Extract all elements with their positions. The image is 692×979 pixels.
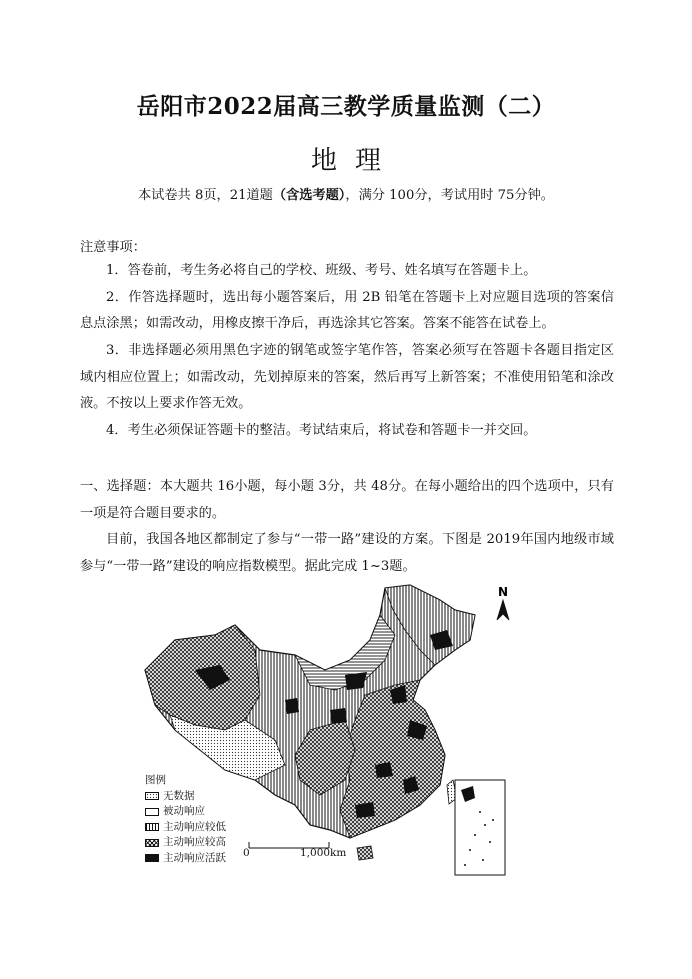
subject-title: 地理 — [310, 146, 399, 176]
legend-swatch-vlines — [145, 823, 159, 831]
notes-heading: 注意事项： — [80, 240, 146, 255]
legend-item — [145, 835, 226, 851]
legend-title: 图例 — [145, 774, 166, 786]
legend-item — [145, 804, 226, 820]
legend-label: 无数据 — [163, 789, 195, 802]
legend-item — [145, 820, 226, 836]
note-item-1: 1．答卷前，考生务必将自己的学校、班级、考号、姓名填写在答题卡上。 — [106, 263, 537, 278]
exam-info-bold: （含选考题） — [272, 188, 346, 203]
legend-swatch-black — [145, 854, 159, 862]
legend-label: 主动响应活跃 — [163, 851, 226, 864]
section-heading: 一、选择题：本大题共 16小题，每小题 3分，共 48分。在每小题给出的四个选项中，只有一项是符合题目要求的。 — [80, 479, 614, 521]
legend-label: 主动响应较高 — [163, 836, 226, 848]
note-item-2: 2．作答选择题时，选出每小题答案后，用 2B 铅笔在答题卡上对应题目选项的答案信息点涂黑；如需改动，用橡皮擦干净后，再选涂其它答案。答案不能答在试卷上。 — [80, 289, 614, 331]
map-legend — [145, 773, 226, 866]
north-label: N — [497, 585, 509, 599]
exam-title: 岳阳市2022届高三教学质量监测（二） — [136, 93, 556, 120]
scale-zero: 0 — [243, 847, 250, 859]
exam-info-prefix: 本试卷共 8页，21道题 — [138, 188, 273, 203]
scale-end: 1,000km — [300, 847, 347, 859]
legend-swatch-dots — [145, 792, 159, 800]
question-intro: 目前，我国各地区都制定了参与“一带一路”建设的方案。下图是 2019年国内地级市域参与“一带一路”建设的响应指数模型。据此完成 1~3题。 — [80, 532, 614, 574]
exam-info-suffix: ，满分 100分，考试用时 75分钟。 — [345, 188, 554, 203]
island-hainan — [357, 846, 373, 860]
note-item-4: 4．考生必须保证答题卡的整洁。考试结束后，将试卷和答题卡一并交回。 — [106, 423, 537, 438]
exam-info — [0, 184, 692, 203]
legend-label: 主动响应较低 — [163, 820, 226, 833]
legend-label: 被动响应 — [163, 805, 205, 817]
legend-item — [145, 851, 226, 867]
note-item-3: 3．非选择题必须用黑色字迹的钢笔或签字笔作答，答案必须写在答题卡各题目指定区域内相应位置上；如需改动，先划掉原来的答案，然后再写上新答案；不准使用铅笔和涂改液。不按以上要求作答无效。 — [80, 343, 614, 411]
north-arrow-icon — [497, 600, 509, 620]
legend-swatch-white — [145, 808, 159, 816]
legend-item — [145, 789, 226, 805]
legend-swatch-cross — [145, 839, 159, 847]
